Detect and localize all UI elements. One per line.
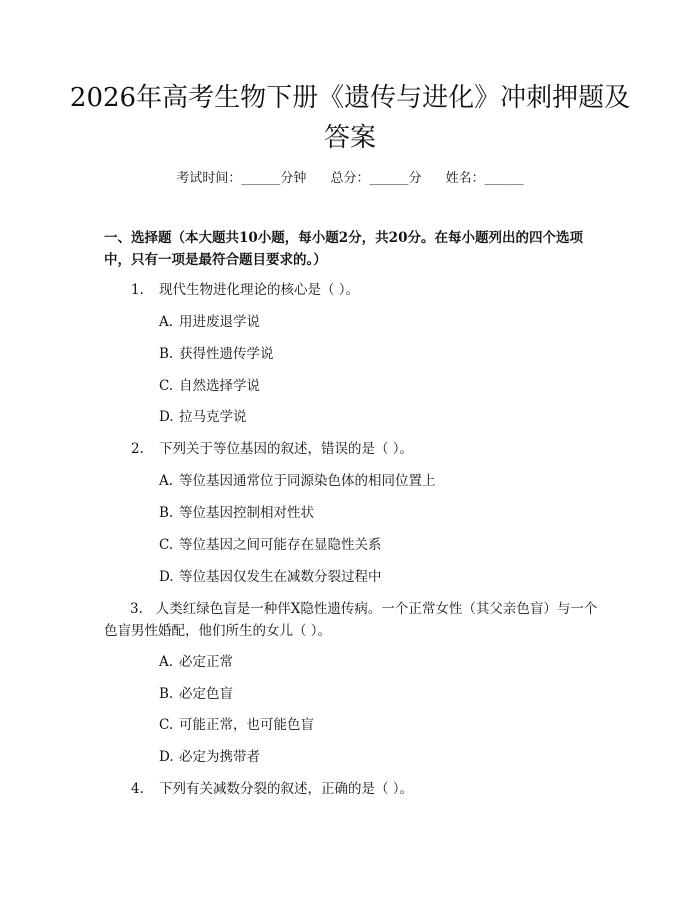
option-text: 必定为携带者 [179, 749, 260, 765]
question-number: 3. [130, 601, 143, 617]
option-letter: C. [159, 378, 174, 394]
option-text: 拉马克学说 [179, 409, 247, 425]
name-field: 姓名：______ [445, 171, 524, 186]
option-text: 自然选择学说 [179, 378, 260, 394]
exam-time-field: 考试时间：______分钟 [176, 171, 307, 186]
document-title: 2026年高考生物下册《遗传与进化》冲刺押题及答案 [69, 83, 631, 153]
option-1d [159, 406, 247, 428]
exam-meta [0, 169, 700, 189]
option-text: 获得性遗传学说 [179, 346, 274, 362]
option-letter: D. [159, 569, 174, 585]
option-text: 用进废退学说 [179, 314, 260, 330]
option-text: 等位基因通常位于同源染色体的相同位置上 [179, 473, 436, 489]
option-letter: B. [159, 686, 174, 702]
question-number: 4. [131, 781, 144, 797]
option-letter: A. [159, 314, 174, 330]
question-text: 下列关于等位基因的叙述，错误的是（ ）。 [159, 441, 414, 457]
option-1a [159, 311, 260, 333]
question-4 [131, 778, 413, 800]
option-3d [159, 746, 260, 768]
question-number: 1. [131, 282, 144, 298]
option-letter: C. [159, 717, 174, 733]
option-2a [159, 470, 436, 492]
question-1 [131, 279, 359, 301]
option-1c [159, 375, 260, 397]
option-letter: B. [159, 505, 174, 521]
option-letter: A. [159, 473, 174, 489]
option-letter: B. [159, 346, 174, 362]
question-text: 人类红绿色盲是一种伴X隐性遗传病。一个正常女性（其父亲色盲）与一个色盲男性婚配，他们所生的女儿（ ）。 [104, 601, 598, 639]
option-2d [159, 566, 382, 588]
option-text: 等位基因仅发生在减数分裂过程中 [179, 569, 382, 585]
total-score-field: 总分：______分 [330, 171, 422, 186]
option-3b [159, 683, 233, 705]
section-heading: 一、选择题（本大题共10小题，每小题2分，共20分。在每小题列出的四个选项中，只有一项是最符合题目要求的。） [104, 230, 583, 268]
option-3c [159, 714, 314, 736]
question-3 [104, 598, 604, 642]
option-1b [159, 343, 274, 365]
option-letter: A. [159, 654, 174, 670]
option-text: 等位基因控制相对性状 [179, 505, 314, 521]
option-2b [159, 502, 314, 524]
option-letter: C. [159, 537, 174, 553]
option-text: 必定正常 [179, 654, 233, 670]
option-letter: D. [159, 409, 174, 425]
question-text: 下列有关减数分裂的叙述，正确的是（ ）。 [159, 781, 414, 797]
option-2c [159, 534, 382, 556]
option-3a [159, 651, 233, 673]
option-text: 等位基因之间可能存在显隐性关系 [179, 537, 382, 553]
question-text: 现代生物进化理论的核心是（ ）。 [159, 282, 360, 298]
option-text: 必定色盲 [179, 686, 233, 702]
question-2 [131, 438, 413, 460]
option-letter: D. [159, 749, 174, 765]
question-number: 2. [131, 441, 144, 457]
option-text: 可能正常，也可能色盲 [179, 717, 314, 733]
